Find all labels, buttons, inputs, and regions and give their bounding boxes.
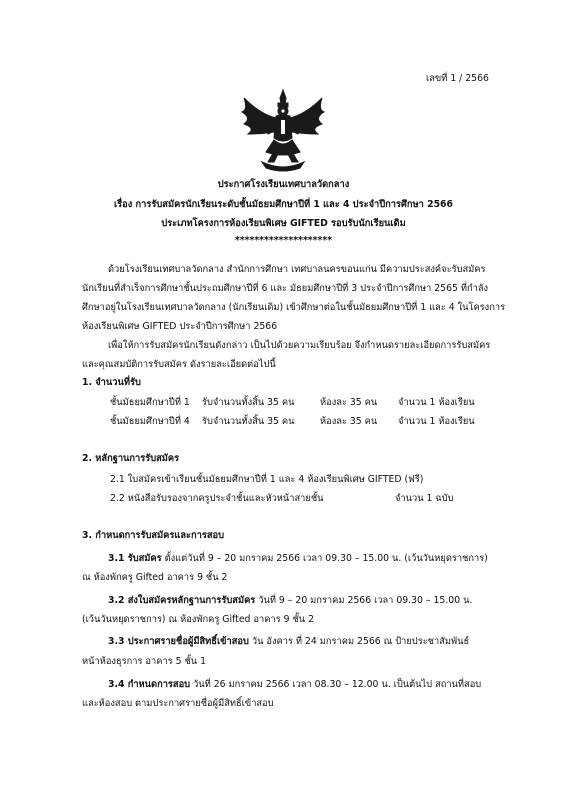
quota-per-room: ห้องละ 35 คน bbox=[320, 397, 378, 408]
schedule-item-title: 3.2 ส่งใบสมัครหลักฐานการรับสมัคร bbox=[108, 595, 256, 606]
school-title: ประกาศโรงเรียนเทศบาลวัดกลาง bbox=[217, 179, 350, 190]
quota-total: รับจำนวนทั้งสิ้น 35 คน bbox=[202, 397, 295, 408]
quota-grade: ชั้นมัธยมศึกษาปีที่ 1 bbox=[110, 397, 190, 408]
schedule-item-title: 3.3 ประกาศรายชื่อผู้มีสิทธิ์เข้าสอบ bbox=[108, 636, 249, 647]
quota-grade: ชั้นมัธยมศึกษาปีที่ 4 bbox=[110, 416, 190, 427]
quota-per-room: ห้องละ 35 คน bbox=[320, 416, 378, 427]
schedule-item bbox=[108, 593, 472, 608]
schedule-item-title: 3.1 รับสมัคร bbox=[108, 553, 162, 564]
schedule-item bbox=[108, 551, 488, 566]
intro-line: ศึกษาอยู่ในโรงเรียนเทศบาลวัดกลาง (นักเรียนเดิม) เข้าศึกษาต่อในชั้นมัธยมศึกษาปีที่ 1 และ 4 ในโครงการ bbox=[82, 302, 506, 313]
evidence-quantity: จำนวน 1 ฉบับ bbox=[395, 493, 454, 504]
schedule-item bbox=[108, 677, 481, 692]
schedule-item bbox=[108, 634, 469, 649]
program-line: ประเภทโครงการห้องเรียนพิเศษ GIFTED รอบรับนักเรียนเดิม bbox=[161, 218, 406, 229]
intro-line: นักเรียนที่สำเร็จการศึกษาชั้นประถมศึกษาปีที่ 6 และ มัธยมศึกษาปีที่ 3 ประจำปีการศึกษา 2565 ที่กำลัง bbox=[82, 283, 489, 294]
quota-room-count: จำนวน 1 ห้องเรียน bbox=[398, 416, 475, 427]
purpose-line: และคุณสมบัติการรับสมัคร ดังรายละเอียดต่อไปนี้ bbox=[82, 359, 276, 370]
purpose-line: เพื่อให้การรับสมัครนักเรียนดังกล่าว เป็นไปด้วยความเรียบร้อย จึงกำหนดรายละเอียดการรับสมัคร bbox=[108, 340, 491, 351]
schedule-item-detail: วัน อังคาร ที่ 24 มกราคม 2566 ณ ป้ายประชาสัมพันธ์ bbox=[251, 636, 470, 647]
evidence-item: 2.2 หนังสือรับรองจากครูประจำชั้นและหัวหน้าสายชั้น bbox=[110, 493, 324, 504]
quota-row bbox=[110, 395, 475, 410]
stars-divider: ******************** bbox=[234, 235, 333, 246]
document-number: เลขที่ 1 / 2566 bbox=[426, 73, 489, 84]
intro-line: ห้องเรียนพิเศษ GIFTED ประจำปีการศึกษา 2566 bbox=[82, 321, 278, 332]
quota-row bbox=[110, 414, 475, 429]
schedule-item-detail: และห้องสอบ ตามประกาศรายชื่อผู้มีสิทธิ์เข้าสอบ bbox=[82, 698, 274, 709]
section-heading: 3. กำหนดการรับสมัครและการสอบ bbox=[82, 530, 225, 541]
quota-room-count: จำนวน 1 ห้องเรียน bbox=[398, 397, 475, 408]
schedule-item-detail: หน้าห้องธุรการ อาคาร 5 ชั้น 1 bbox=[82, 656, 207, 667]
evidence-item: 2.1 ใบสมัครเข้าเรียนชั้นมัธยมศึกษาปีที่ 1 และ 4 ห้องเรียนพิเศษ GIFTED (ฟรี) bbox=[110, 474, 424, 485]
subject-line: เรื่อง การรับสมัครนักเรียนระดับชั้นมัธยมศึกษาปีที่ 1 และ 4 ประจำปีการศึกษา 2566 bbox=[114, 199, 453, 210]
quota-total: รับจำนวนทั้งสิ้น 35 คน bbox=[202, 416, 295, 427]
schedule-item-detail: วันที่ 9 – 20 มกราคม 2566 เวลา 09.30 – 15.00 น. bbox=[258, 595, 473, 606]
schedule-item-detail: ณ ห้องพักครู Gifted อาคาร 9 ชั้น 2 bbox=[82, 572, 228, 583]
schedule-item-title: 3.4 กำหนดการสอบ bbox=[108, 679, 191, 690]
schedule-item-detail: วันที่ 26 มกราคม 2566 เวลา 08.30 – 12.00 น. เป็นต้นไป สถานที่สอบ bbox=[193, 679, 482, 690]
intro-line: ด้วยโรงเรียนเทศบาลวัดกลาง สำนักการศึกษา เทศบาลนครขอนแก่น มีความประสงค์จะรับสมัคร bbox=[108, 264, 486, 275]
schedule-item-detail: (เว้นวันหยุดราชการ) ณ ห้องพักครู Gifted อาคาร 9 ชั้น 2 bbox=[82, 614, 314, 625]
section-heading: 1. จำนวนที่รับ bbox=[82, 377, 141, 388]
schedule-item-detail: ตั้งแต่วันที่ 9 – 20 มกราคม 2566 เวลา 09.30 – 15.00 น. (เว้นวันหยุดราชการ) bbox=[164, 553, 488, 564]
garuda-emblem bbox=[238, 88, 328, 172]
section-heading: 2. หลักฐานการรับสมัคร bbox=[82, 453, 180, 464]
